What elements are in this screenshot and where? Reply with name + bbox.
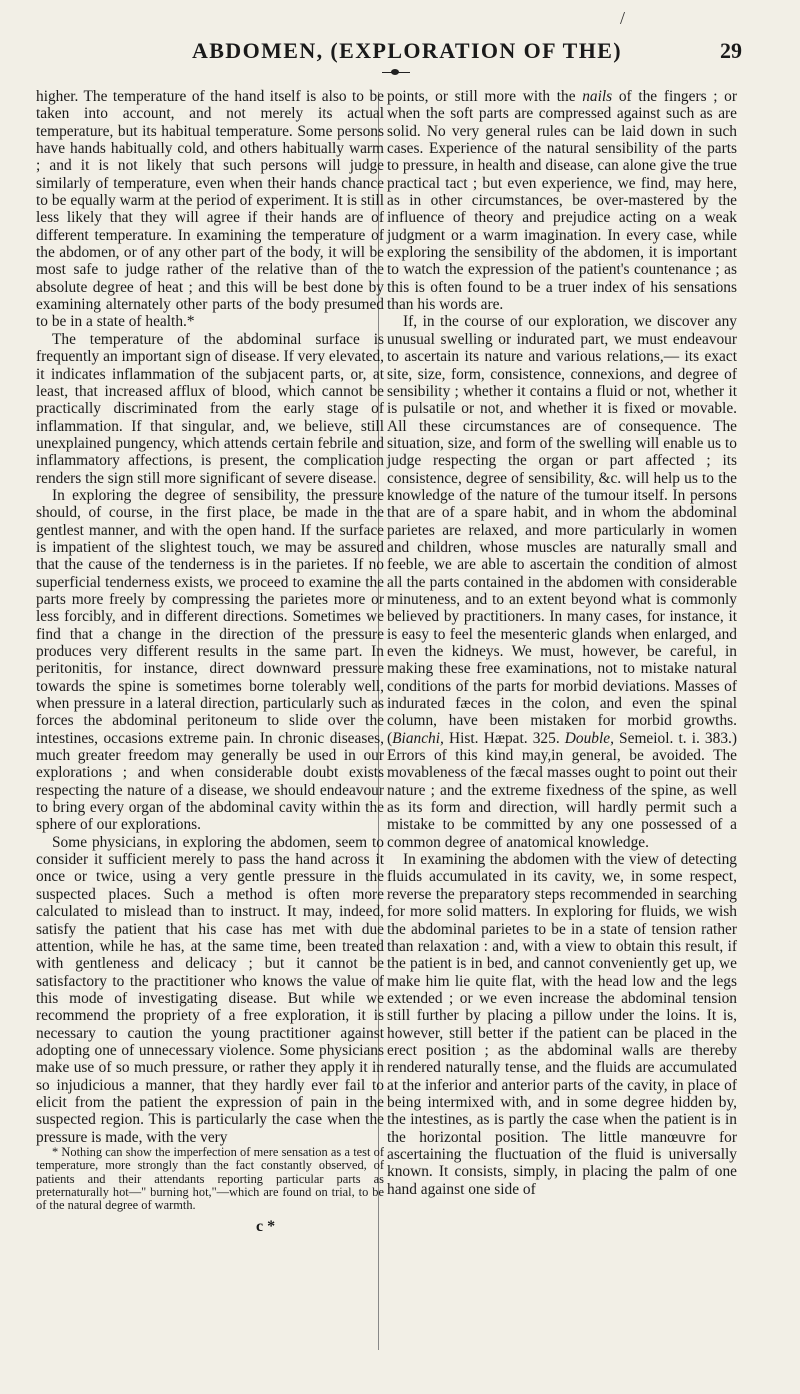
paragraph: In exploring the degree of sensibility, the pressure should, of course, in the first place, be made in the gentlest manner, and with the open hand. If the surface is impatient of the slightest touch, we may be assured that the cause of the tenderness is in the parietes. If no superficial tenderness exists, we proceed to examine the parts more freely by compressing the parietes more or less forcibly, and in different directions. Sometimes we find that a change in the direction of the pressure produces very different results in the same part. In peritonitis, for instance, direct downward pressure towards the spine is sometimes borne tolerably well, when pressure in a lateral direction, particularly such as forces the abdominal peritoneum to slide over the intestines, occasions extreme pain. In chronic diseases, much greater freedom may generally be used in our explorations ; and when considerable doubt exists respecting the nature of a disease, we should endeavour to bring every organ of the abdominal cavity within the sphere of our explorations. bbox=[36, 486, 384, 834]
right-column bbox=[387, 88, 737, 1198]
left-column bbox=[36, 88, 384, 1236]
paragraph: Some physicians, in exploring the abdomen, seem to consider it sufficient merely to pass the hand across it once or twice, using a very gentle pressure in the suspected places. Such a method is often more calculated to mislead than to instruct. It may, indeed, satisfy the patient that his case has met with due attention, while he has, at the same time, been treated with gentleness and delicacy ; but it cannot be satisfactory to the practitioner who knows the value of this mode of investigating disease. But while we recommend the propriety of a free exploration, it is necessary to caution the young practitioner against adopting one of unnecessary violence. Some physicians make use of so much pressure, or rather they apply it in so injudicious a manner, that they hardly ever fail to elicit from the patient the expression of pain in the suspected region. This is particularly the case when the pressure is made, with the very bbox=[36, 833, 384, 1146]
ornament-dot bbox=[391, 69, 399, 75]
paragraph: higher. The temperature of the hand itself is also to be taken into account, and not merely its actual temperature, but its habitual temperature. Some persons have hands habitually cold, and others habitually warm ; and it is not likely that such persons will judge similarly of temperature, even when their hands chance to be equally warm at the period of experiment. It is still less likely that they will agree if their hands are of different temperature. In examining the temperature of the abdomen, or of any other part of the body, it will be most safe to judge rather of the relative than of the absolute degree of heat ; and this will be best done by examining alternately other parts of the body presumed to be in a state of health.* bbox=[36, 88, 384, 331]
footnote: * Nothing can show the imperfection of mere sensation as a test of temperature, more strongly than the fact constantly observed, of patients and their attendants reporting particular parts as preternaturally hot—" burning hot,"—which are found on trial, to be of the natural degree of warmth. bbox=[36, 1144, 384, 1213]
text-run: Hist. Hæpat. 325. bbox=[443, 729, 565, 747]
text-run: If, in the course of our exploration, we discover any unusual swelling or indurated part, we must endeavour to ascertain its nature and various relations,— its exact site, size, form, consistence, connexions, and degree of sensibility ; whether it contains a fluid or not, whether it is pulsatile or not, and whether it is fixed or movable. All these circumstances are of consequence. The situation, size, and form of the swelling will enable us to judge respecting the organ or part affected ; its consistence, degree of sensibility, &c. will help us to the knowledge of the nature of the tumour itself. In persons that are of a spare habit, and in whom the abdominal parietes are relaxed, and more particularly in women and children, whose muscles are naturally small and feeble, we are able to ascertain the condition of almost all the parts contained in the abdomen with considerable minuteness, and to an extent beyond what is commonly believed by practitioners. In many cases, for instance, it is easy to feel the mesenteric glands when enlarged, and even the kidneys. We must, however, be careful, in making these free examinations, not to mistake natural conditions of the parts for morbid deviations. Masses of indurated fæces in the colon, and even the spinal column, have been mistaken for morbid growths. ( bbox=[387, 313, 737, 747]
page-header bbox=[72, 8, 742, 78]
citation-author: Bianchi, bbox=[392, 729, 444, 747]
emphasis: nails bbox=[582, 88, 613, 105]
page-number: 29 bbox=[720, 38, 742, 63]
text-run: points, or still more with the bbox=[387, 88, 583, 105]
signature-mark: c * bbox=[256, 1218, 276, 1236]
paragraph bbox=[387, 313, 737, 851]
running-head: ABDOMEN, (EXPLORATION OF THE) bbox=[191, 38, 623, 63]
pencil-mark: / bbox=[620, 8, 626, 28]
citation-author: Double, bbox=[564, 729, 614, 747]
text-run: Semeiol. t. i. 383.) Errors of this kind may,in general, be avoided. The movableness of the fæcal masses ought to point out their nature ; and the extreme fixedness of the spine, as well as its form and direction, will hardly permit such a mistake to be committed by any one possessed of a common degree of anatomical knowledge. bbox=[387, 729, 737, 851]
text-run: of the fingers ; or when the soft parts are compressed against such as are solid. No very general rules can be laid down in such cases. Experience of the natural sensibility of the parts to pressure, in health and disease, can alone give the true practical tact ; but even experience, we find, may here, as in other circumstances, be over-mastered by the influence of theory and prejudice acting on a weak judgment or a warm imagination. In every case, while exploring the sensibility of the abdomen, it is important to watch the expression of the patient's countenance ; as this is often found to be a truer index of his sensations than his words are. bbox=[387, 88, 738, 314]
paragraph bbox=[387, 88, 737, 313]
paragraph: The temperature of the abdominal surface is frequently an important sign of disease. If very elevated, it indicates inflammation of the subjacent parts, or, at least, that increased afflux of blood, which cannot be practically discriminated from the early stage of inflammation. If that singular, and, we believe, still unexplained pungency, which attends certain febrile and inflammatory affections, is present, the complication renders the sign still more significant of severe disease. bbox=[36, 330, 384, 487]
paragraph: In examining the abdomen with the view of detecting fluids accumulated in its cavity, we, in some respect, reverse the preparatory steps recommended in searching for more solid matters. In exploring for fluids, we wish the abdominal parietes to be in a state of tension rather than relaxation : and, with a view to obtain this result, if the patient is in bed, and cannot conveniently get up, we make him lie quite flat, with the head low and the legs extended ; or we even increase the abdominal tension still further by placing a pillow under the loins. It is, however, still better if the patient can be placed in the erect position ; as the abdominal walls are thereby rendered naturally tense, and the fluids are accumulated at the inferior and anterior parts of the cavity, in place of being intermixed with, and in some degree hidden by, the intestines, as is partly the case when the patient is in the horizontal position. The little manœuvre for ascertaining the fluctuation of the fluid is universally known. It consists, simply, in placing the palm of one hand against one side of bbox=[387, 851, 737, 1198]
